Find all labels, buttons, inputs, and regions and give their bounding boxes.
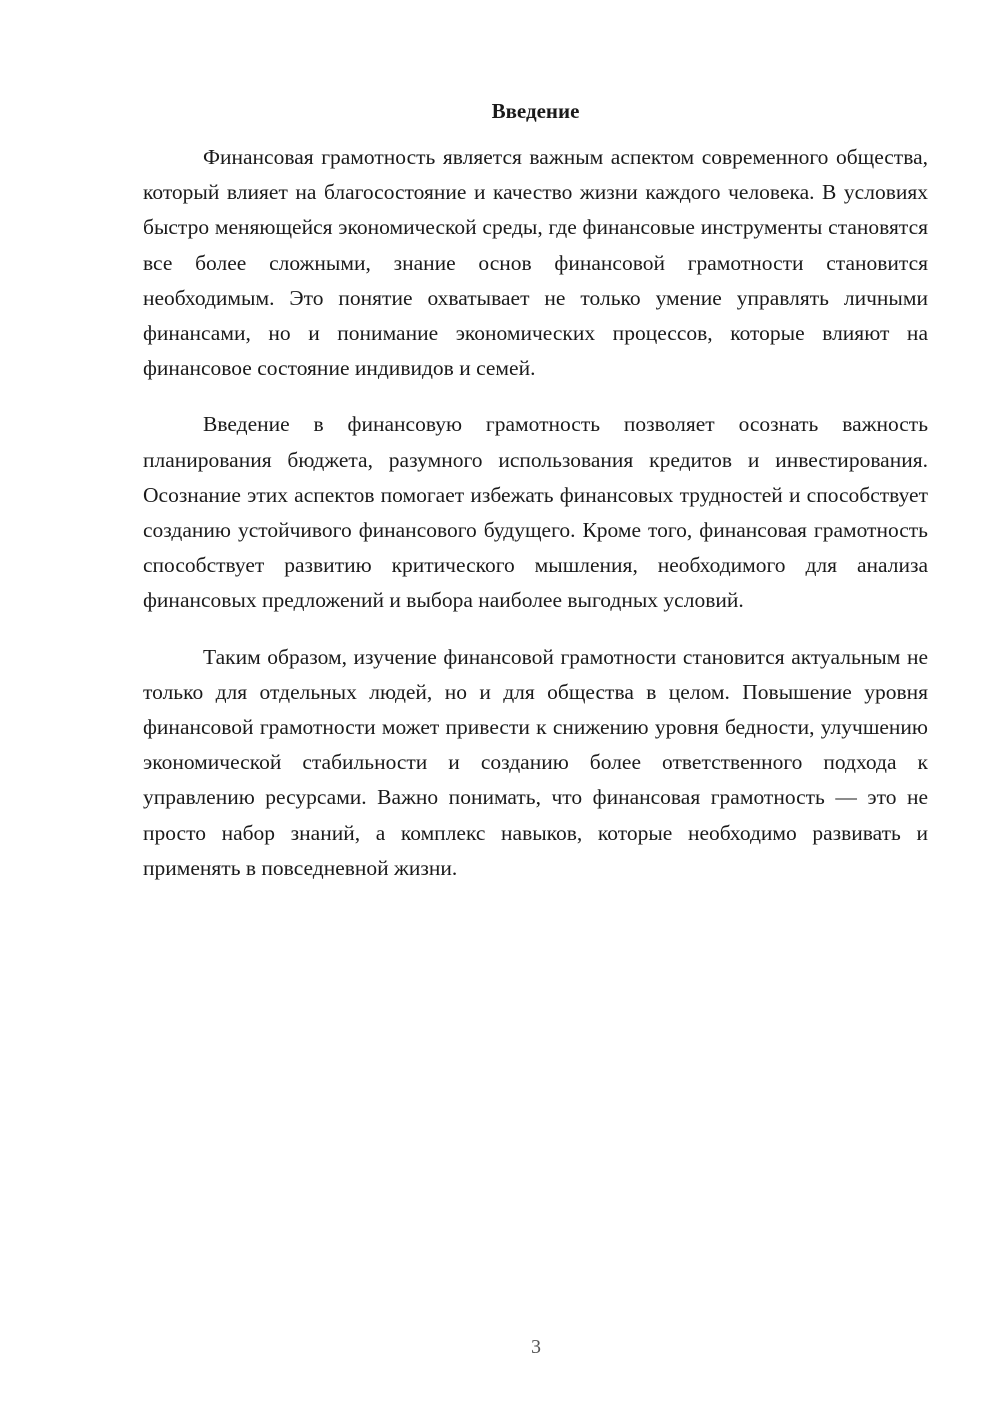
paragraph-2: Введение в финансовую грамотность позволяет осознать важность планирования бюджета, разумного использования кредитов и инвестирования. Осознание этих аспектов помогает избежать финансовых трудностей и способствует созданию устойчивого финансового будущего. Кроме того, финансовая грамотность способствует развитию критического мышления, необходимого для анализа финансовых предложений и выбора наиболее выгодных условий. [143,412,928,613]
page-number: 3 [531,1336,541,1358]
paragraph-3: Таким образом, изучение финансовой грамотности становится актуальным не только для отдельных людей, но и для общества в целом. Повышение уровня финансовой грамотности может привести к снижению уровня бедности, улучшению экономической стабильности и созданию более ответственного подхода к управлению ресурсами. Важно понимать, что финансовая грамотность — это не просто набор знаний, а комплекс навыков, которые необходимо развивать и применять в повседневной жизни. [143,644,928,880]
page-content [143,96,928,907]
section-heading: Введение [491,99,580,123]
paragraph-1: Финансовая грамотность является важным аспектом современного общества, который влияет на благосостояние и качество жизни каждого человека. В условиях быстро меняющейся экономической среды, где финансовые инструменты становятся все более сложными, знание основ финансовой грамотности становится необходимым. Это понятие охватывает не только умение управлять личными финансами, но и понимание экономических процессов, которые влияют на финансовое состояние индивидов и семей. [143,145,928,381]
